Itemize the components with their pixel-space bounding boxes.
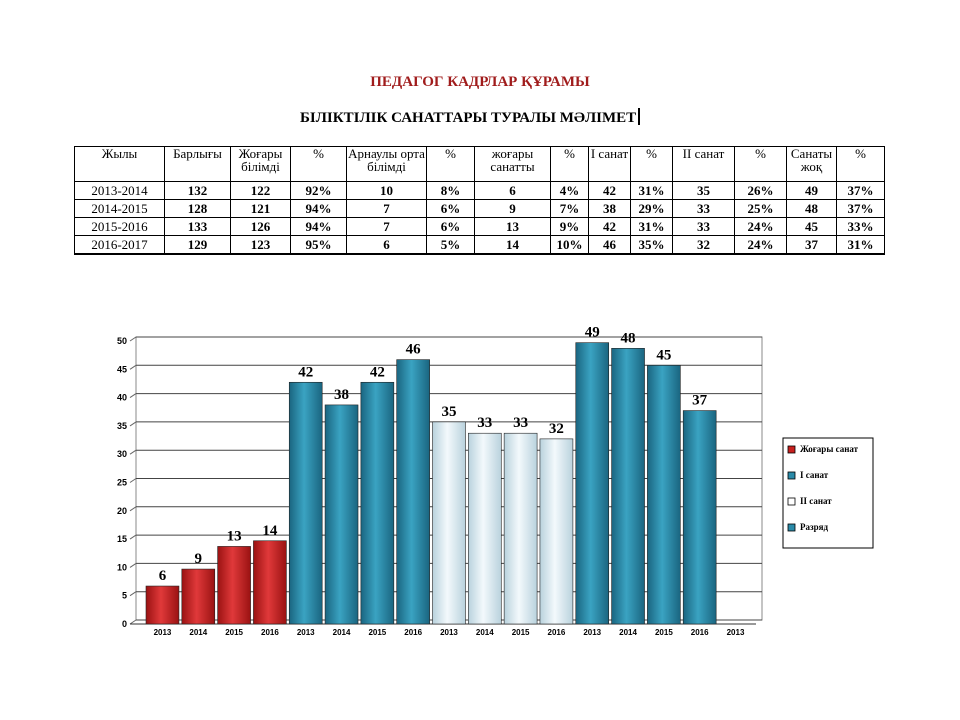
table-header-cell: I санат xyxy=(589,147,631,182)
grid-depth-line xyxy=(130,422,136,426)
bar xyxy=(253,541,286,624)
grid-depth-line xyxy=(130,337,136,341)
x-tick-label: 2014 xyxy=(332,628,351,637)
table-cell: 8% xyxy=(427,182,475,200)
data-label: 33 xyxy=(513,415,529,432)
y-tick-label: 10 xyxy=(116,562,127,573)
y-tick-label: 5 xyxy=(121,590,127,601)
table-cell: 31% xyxy=(631,182,673,200)
table-header-row xyxy=(75,147,885,182)
data-label: 32 xyxy=(548,420,564,437)
x-tick-label: 2015 xyxy=(511,628,530,637)
bar xyxy=(361,382,394,624)
table-header-cell: Арнаулы орта білімді xyxy=(347,147,427,182)
table-cell: 121 xyxy=(231,200,291,218)
bar xyxy=(683,411,716,624)
grid-depth-line xyxy=(130,563,136,567)
table-header-cell: % xyxy=(427,147,475,182)
table-cell: 95% xyxy=(291,236,347,255)
y-tick-label: 40 xyxy=(116,392,127,403)
qualification-table xyxy=(74,146,885,255)
page-title: ПЕДАГОГ КАДРЛАР ҚҰРАМЫ xyxy=(370,74,590,90)
table-cell: 2014-2015 xyxy=(75,200,165,218)
bar xyxy=(433,422,466,624)
bar xyxy=(612,348,645,624)
x-tick-label: 2016 xyxy=(547,628,566,637)
bar xyxy=(397,360,430,624)
x-tick-label: 2013 xyxy=(153,628,172,637)
table-cell: 37% xyxy=(837,182,885,200)
bar xyxy=(182,569,215,624)
table-cell: 2016-2017 xyxy=(75,236,165,255)
table-cell: 32 xyxy=(673,236,735,255)
data-label: 33 xyxy=(477,415,493,432)
x-tick-label: 2016 xyxy=(261,628,279,637)
table-cell: 33% xyxy=(837,218,885,236)
table-cell: 6 xyxy=(347,236,427,255)
table-cell: 48 xyxy=(787,200,837,218)
data-label: 9 xyxy=(194,551,203,568)
data-label: 14 xyxy=(262,522,278,539)
data-label: 13 xyxy=(226,528,242,545)
legend-swatch xyxy=(788,446,795,453)
table-cell: 7% xyxy=(551,200,589,218)
table-cell: 6 xyxy=(475,182,551,200)
table-cell: 37 xyxy=(787,236,837,255)
y-tick-label: 25 xyxy=(116,477,127,488)
table-header-cell: жоғары санатты xyxy=(475,147,551,182)
bar xyxy=(540,439,573,624)
y-tick-label: 15 xyxy=(116,534,127,545)
table-cell: 7 xyxy=(347,200,427,218)
y-tick-label: 35 xyxy=(116,420,127,431)
x-tick-label: 2013 xyxy=(583,628,602,637)
table-cell: 42 xyxy=(589,182,631,200)
data-label: 6 xyxy=(158,568,167,585)
table-header-cell: % xyxy=(837,147,885,182)
table-cell: 126 xyxy=(231,218,291,236)
bar xyxy=(647,365,680,624)
bar xyxy=(576,343,609,624)
table-cell: 31% xyxy=(837,236,885,255)
table-row xyxy=(75,182,885,200)
table-row xyxy=(75,218,885,236)
table-cell: 132 xyxy=(165,182,231,200)
table-cell: 24% xyxy=(735,218,787,236)
x-tick-label: 2014 xyxy=(475,628,494,637)
bar xyxy=(468,433,501,624)
legend-swatch xyxy=(788,498,795,505)
table-header-cell: II санат xyxy=(673,147,735,182)
table-cell: 42 xyxy=(589,218,631,236)
grid-depth-line xyxy=(130,479,136,483)
table-cell: 31% xyxy=(631,218,673,236)
table-header-cell: Жылы xyxy=(75,147,165,182)
data-label: 48 xyxy=(620,330,636,347)
page-subtitle xyxy=(300,108,640,127)
x-tick-label: 2013 xyxy=(440,628,458,637)
table-cell: 94% xyxy=(291,218,347,236)
table-cell: 133 xyxy=(165,218,231,236)
table-cell: 92% xyxy=(291,182,347,200)
legend-swatch xyxy=(788,472,795,479)
x-tick-label: 2016 xyxy=(690,628,709,637)
table-cell: 122 xyxy=(231,182,291,200)
table-cell: 123 xyxy=(231,236,291,255)
y-tick-label: 50 xyxy=(116,336,127,346)
table-cell: 6% xyxy=(427,218,475,236)
x-tick-label: 2015 xyxy=(654,628,673,637)
table-header-cell: Барлығы xyxy=(165,147,231,182)
table-cell: 29% xyxy=(631,200,673,218)
table-cell: 25% xyxy=(735,200,787,218)
bar xyxy=(504,433,537,624)
x-tick-label: 2013 xyxy=(726,628,745,637)
y-tick-label: 45 xyxy=(116,364,127,375)
grid-depth-line xyxy=(130,394,136,398)
table-header-cell: Санаты жоқ xyxy=(787,147,837,182)
y-tick-label: 20 xyxy=(116,505,127,516)
table-cell: 128 xyxy=(165,200,231,218)
table-cell: 6% xyxy=(427,200,475,218)
y-tick-label: 30 xyxy=(116,449,127,460)
table-cell: 94% xyxy=(291,200,347,218)
table-cell: 33 xyxy=(673,218,735,236)
table-cell: 2015-2016 xyxy=(75,218,165,236)
data-label: 45 xyxy=(656,347,672,364)
grid-depth-line xyxy=(130,450,136,454)
table-cell: 24% xyxy=(735,236,787,255)
grid-depth-line xyxy=(130,620,136,624)
data-label: 46 xyxy=(405,341,421,358)
table-cell: 26% xyxy=(735,182,787,200)
grid-depth-line xyxy=(130,507,136,511)
table-cell: 9 xyxy=(475,200,551,218)
x-tick-label: 2015 xyxy=(368,628,387,637)
table-cell: 9% xyxy=(551,218,589,236)
bar xyxy=(218,546,251,624)
data-label: 38 xyxy=(334,386,350,403)
legend-label: I санат xyxy=(800,470,829,480)
data-label: 42 xyxy=(369,364,385,381)
bar-chart xyxy=(100,320,880,660)
table-cell: 4% xyxy=(551,182,589,200)
table-body xyxy=(75,182,885,255)
x-tick-label: 2013 xyxy=(296,628,315,637)
table-cell: 13 xyxy=(475,218,551,236)
table-header-cell: % xyxy=(631,147,673,182)
table-cell: 35 xyxy=(673,182,735,200)
table-row xyxy=(75,200,885,218)
grid-depth-line xyxy=(130,535,136,539)
table-cell: 49 xyxy=(787,182,837,200)
data-label: 42 xyxy=(298,364,314,381)
bar xyxy=(325,405,358,624)
x-tick-label: 2014 xyxy=(619,628,637,637)
table-header-cell: % xyxy=(735,147,787,182)
table-header-cell: % xyxy=(551,147,589,182)
table-cell: 5% xyxy=(427,236,475,255)
table-cell: 2013-2014 xyxy=(75,182,165,200)
grid-depth-line xyxy=(130,592,136,596)
grid-depth-line xyxy=(130,365,136,369)
table-row xyxy=(75,236,885,255)
text-cursor xyxy=(638,108,640,125)
legend-label: Жоғары санат xyxy=(800,444,859,454)
table-cell: 10% xyxy=(551,236,589,255)
table-cell: 33 xyxy=(673,200,735,218)
data-label: 35 xyxy=(441,403,457,420)
table-cell: 45 xyxy=(787,218,837,236)
table-cell: 129 xyxy=(165,236,231,255)
legend-label: Разряд xyxy=(800,522,829,532)
x-tick-label: 2014 xyxy=(189,628,208,637)
data-label: 49 xyxy=(584,324,600,341)
table-cell: 46 xyxy=(589,236,631,255)
table-cell: 37% xyxy=(837,200,885,218)
x-tick-label: 2016 xyxy=(404,628,423,637)
bar xyxy=(289,382,322,624)
table-cell: 38 xyxy=(589,200,631,218)
y-tick-label: 0 xyxy=(121,619,127,629)
table-header-cell: Жоғары білімді xyxy=(231,147,291,182)
x-tick-label: 2015 xyxy=(225,628,244,637)
table-cell: 7 xyxy=(347,218,427,236)
table-cell: 14 xyxy=(475,236,551,255)
legend-swatch xyxy=(788,524,795,531)
subtitle-text: БІЛІКТІЛІК САНАТТАРЫ ТУРАЛЫ МӘЛІМЕТ xyxy=(300,110,637,126)
legend-label: II санат xyxy=(800,496,832,506)
data-label: 37 xyxy=(692,392,708,409)
table-cell: 10 xyxy=(347,182,427,200)
table-cell: 35% xyxy=(631,236,673,255)
table-header-cell: % xyxy=(291,147,347,182)
bar xyxy=(146,586,179,624)
